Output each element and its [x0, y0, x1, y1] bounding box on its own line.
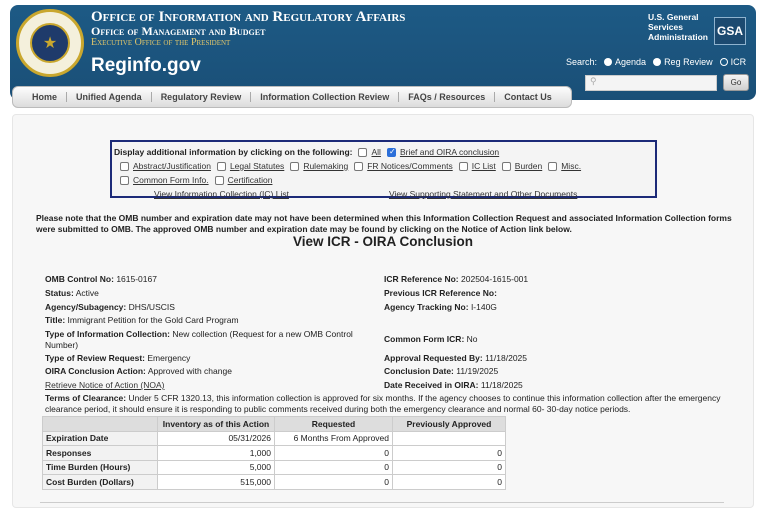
display-options-box: [110, 140, 657, 198]
option-legal[interactable]: Legal Statutes: [229, 161, 285, 171]
option-misc[interactable]: Misc.: [561, 161, 582, 171]
icr-reference: ICR Reference No: 202504-1615-001: [384, 274, 529, 284]
nav-regulatory-review[interactable]: Regulatory Review: [152, 92, 252, 102]
agency: Agency/Subagency: DHS/USCIS: [45, 302, 175, 312]
option-burden[interactable]: Burden: [514, 161, 543, 171]
gsa-logo[interactable]: GSA: [714, 17, 746, 45]
search-label: Search:: [566, 57, 598, 67]
checkbox-brief[interactable]: [387, 148, 396, 157]
radio-icr[interactable]: [720, 58, 728, 66]
eop-title: Executive Office of the President: [91, 37, 231, 48]
presidential-seal-logo: ★: [16, 9, 84, 77]
oira-conclusion-action: OIRA Conclusion Action: Approved with change: [45, 366, 232, 376]
option-common-form[interactable]: Common Form Info.: [133, 175, 209, 185]
checkbox-all[interactable]: [358, 148, 367, 157]
go-button[interactable]: Go: [723, 74, 749, 91]
status: Status: Active: [45, 288, 99, 298]
nav-home[interactable]: Home: [23, 92, 67, 102]
conclusion-date: Conclusion Date: 11/19/2025: [384, 366, 499, 376]
radio-icr-label[interactable]: ICR: [730, 57, 747, 67]
checkbox-legal[interactable]: [217, 162, 226, 171]
divider: [40, 502, 724, 503]
table-header: Inventory as of this Action Requested Previously Approved: [43, 417, 506, 432]
notice-text: Please note that the OMB number and expiration date may not have been determined when this Information Collection Request and associated Information Collection forms were submitted to OMB. The approved OMB number and expiration date may be found by clicking on the Notice of Action link below.: [36, 213, 732, 234]
option-abstract[interactable]: Abstract/Justification: [133, 161, 211, 171]
search-input[interactable]: [585, 75, 717, 91]
table-row: Responses 1,000 0 0: [43, 446, 506, 461]
type-of-review: Type of Review Request: Emergency: [45, 353, 191, 363]
page-title: View ICR - OIRA Conclusion: [292, 234, 473, 249]
checkbox-burden[interactable]: [502, 162, 511, 171]
checkbox-misc[interactable]: [548, 162, 557, 171]
option-certification[interactable]: Certification: [227, 175, 273, 185]
date-received: Date Received in OIRA: 11/18/2025: [384, 380, 523, 390]
table-row: Cost Burden (Dollars) 515,000 0 0: [43, 475, 506, 490]
table-row: Time Burden (Hours) 5,000 0 0: [43, 460, 506, 475]
retrieve-noa-link[interactable]: Retrieve Notice of Action (NOA): [45, 380, 165, 390]
checkbox-certification[interactable]: [215, 176, 224, 185]
omb-control-no: OMB Control No: 1615-0167: [45, 274, 157, 284]
main-nav: [12, 86, 572, 108]
view-docs-link[interactable]: View Supporting Statement and Other Documents: [388, 189, 578, 199]
option-ic-list[interactable]: IC List: [471, 161, 496, 171]
nav-unified-agenda[interactable]: Unified Agenda: [67, 92, 152, 102]
gsa-text[interactable]: U.S. General Services Administration: [648, 12, 708, 42]
type-of-collection: Type of Information Collection: New collection (Request for a new OMB Control Number): [45, 329, 353, 350]
checkbox-abstract[interactable]: [120, 162, 129, 171]
checkbox-ic-list[interactable]: [459, 162, 468, 171]
common-form-icr: Common Form ICR: No: [384, 334, 478, 344]
search-icon: ⚲: [590, 76, 597, 86]
view-ic-list-link[interactable]: View Information Collection (IC) List: [154, 189, 289, 199]
radio-reg-review[interactable]: [653, 58, 661, 66]
nav-contact-us[interactable]: Contact Us: [504, 92, 552, 102]
option-rulemaking[interactable]: Rulemaking: [303, 161, 349, 171]
radio-agenda[interactable]: [604, 58, 612, 66]
radio-agenda-label[interactable]: Agenda: [615, 57, 647, 67]
search-type: [566, 57, 746, 67]
radio-reg-review-label[interactable]: Reg Review: [664, 57, 713, 67]
collection-title: Title: Immigrant Petition for the Gold Card Program: [45, 315, 239, 325]
nav-faqs-resources[interactable]: FAQs / Resources: [399, 92, 495, 102]
noa-link-wrap: [45, 380, 165, 390]
options-prompt: Display additional information by clicking on the following:: [114, 147, 353, 157]
checkbox-common-form[interactable]: [120, 176, 129, 185]
option-fr[interactable]: FR Notices/Comments: [367, 161, 453, 171]
terms-of-clearance: Terms of Clearance: Under 5 CFR 1320.13, this information collection is approved for six months. If the agency chooses to continue this information collection after the emergency clearance period, it should ensure it is responding to public comments received during both the emergency clearance and normal 60- 30-day notice periods.: [45, 393, 721, 414]
site-name[interactable]: Reginfo.gov: [91, 55, 201, 76]
agency-tracking: Agency Tracking No: I-140G: [384, 302, 497, 312]
option-all[interactable]: All: [371, 147, 381, 157]
approval-requested-by: Approval Requested By: 11/18/2025: [384, 353, 528, 363]
checkbox-rulemaking[interactable]: [290, 162, 299, 171]
checkbox-fr[interactable]: [354, 162, 363, 171]
nav-information-collection-review[interactable]: Information Collection Review: [251, 92, 399, 102]
option-brief[interactable]: Brief and OIRA conclusion: [399, 147, 500, 157]
oira-title: Office of Information and Regulatory Affairs: [91, 9, 406, 25]
table-row: Expiration Date 05/31/2026 6 Months From Approved: [43, 431, 506, 446]
burden-table: [42, 416, 506, 490]
omb-title: Office of Management and Budget: [91, 24, 266, 38]
previous-icr: Previous ICR Reference No:: [384, 288, 497, 298]
